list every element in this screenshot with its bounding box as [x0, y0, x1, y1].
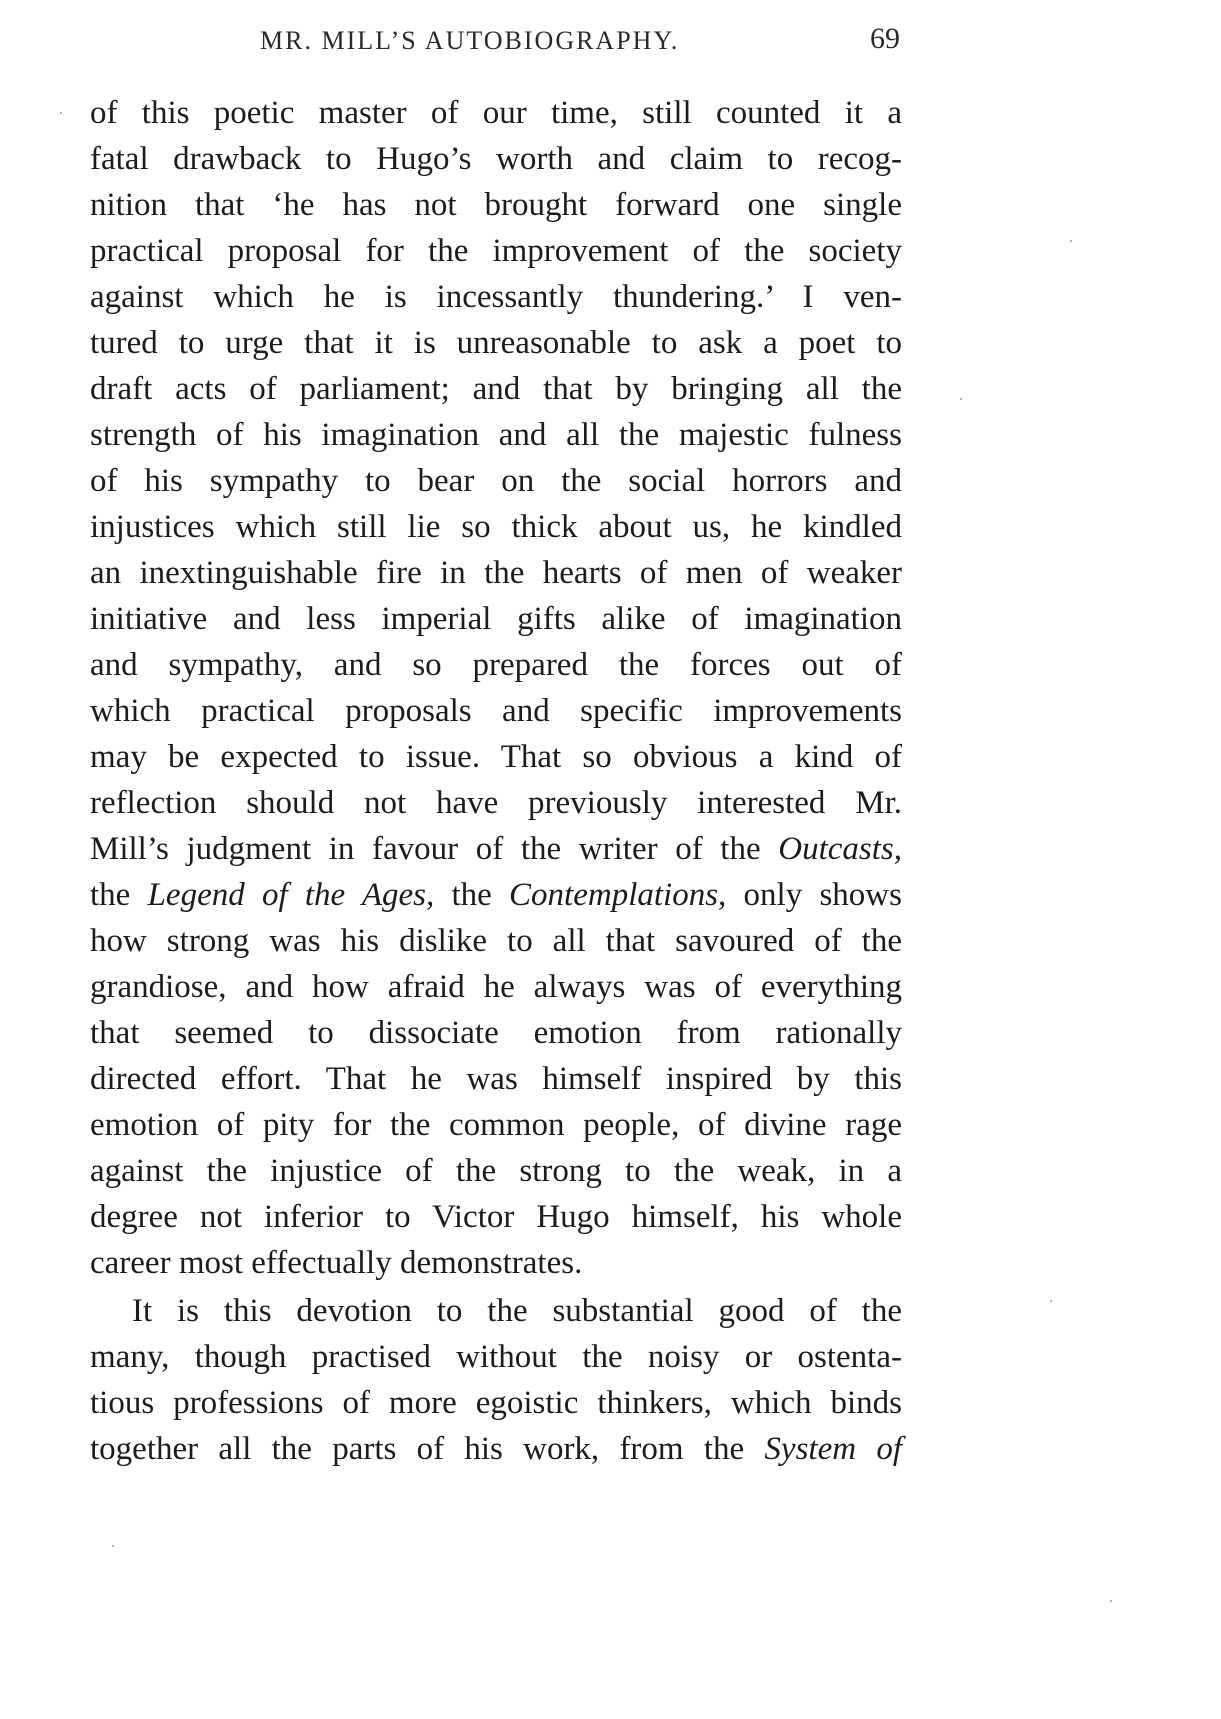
text-line: emotion of pity for the common people, of divine rage	[90, 1107, 902, 1143]
running-title: MR. MILL’S AUTOBIOGRAPHY.	[260, 26, 680, 55]
text-line: an inextinguishable fire in the hearts of men of weaker	[90, 555, 902, 591]
italic-title-legend-of-the-ages: Legend of the Ages,	[147, 877, 435, 913]
text-line: tured to urge that it is unreasonable to ask a poet to	[90, 325, 902, 361]
text-line: and sympathy, and so prepared the forces out of	[90, 647, 902, 683]
text-line: degree not inferior to Victor Hugo himself, his whole	[90, 1199, 902, 1235]
text-line: of this poetic master of our time, still counted it a	[90, 95, 902, 131]
text-line: nition that ‘he has not brought forward one single	[90, 187, 902, 223]
page-number: 69	[870, 22, 900, 55]
text-line: how strong was his dislike to all that savoured of the	[90, 923, 902, 959]
text-line: reflection should not have previously interested Mr.	[90, 785, 902, 821]
paragraph-1	[90, 90, 902, 1286]
text-line: many, though practised without the noisy or ostenta-	[90, 1339, 902, 1375]
paper-speck	[1070, 240, 1072, 242]
paper-speck	[1110, 1600, 1112, 1602]
paragraph-2	[90, 1288, 902, 1472]
text-run: the	[90, 877, 148, 913]
italic-title-contemplations: Contemplations,	[509, 877, 727, 913]
running-head	[90, 22, 900, 62]
text-line: practical proposal for the improvement of the society	[90, 233, 902, 269]
text-line: initiative and less imperial gifts alike of imagination	[90, 601, 902, 637]
paper-speck	[1050, 1300, 1052, 1302]
text-line: may be expected to issue. That so obvious a kind of	[90, 739, 902, 775]
text-line: that seemed to dissociate emotion from rationally	[90, 1015, 902, 1051]
text-run: together all the parts of his work, from the	[90, 1431, 765, 1467]
text-run: only shows	[726, 877, 902, 913]
paper-speck	[60, 112, 62, 114]
text-line: fatal drawback to Hugo’s worth and claim to recog-	[90, 141, 902, 177]
text-line: strength of his imagination and all the majestic fulness	[90, 417, 902, 453]
text-run: the	[434, 877, 510, 913]
text-line: grandiose, and how afraid he always was of everything	[90, 969, 902, 1005]
text-line: which practical proposals and specific improvements	[90, 693, 902, 729]
paper-speck	[960, 398, 962, 400]
text-line: career most effectually demonstrates.	[90, 1245, 583, 1281]
text-line: injustices which still lie so thick about us, he kindled	[90, 509, 902, 545]
text-line: of his sympathy to bear on the social horrors and	[90, 463, 902, 499]
text-run: Mill’s judgment in favour of the writer of the	[90, 831, 779, 867]
text-line: against the injustice of the strong to the weak, in a	[90, 1153, 902, 1189]
italic-title-system-of: System of	[764, 1431, 902, 1467]
italic-title-outcasts: Outcasts,	[778, 831, 902, 867]
text-line: It is this devotion to the substantial good of the	[132, 1293, 902, 1329]
text-line: against which he is incessantly thundering.’ I ven-	[90, 279, 902, 315]
body-text	[90, 90, 902, 1472]
paper-speck	[112, 1545, 114, 1547]
text-line	[90, 872, 902, 918]
text-line	[90, 1426, 902, 1472]
text-line: draft acts of parliament; and that by bringing all the	[90, 371, 902, 407]
text-line: directed effort. That he was himself inspired by this	[90, 1061, 902, 1097]
text-line	[90, 826, 902, 872]
text-line: tious professions of more egoistic thinkers, which binds	[90, 1385, 902, 1421]
